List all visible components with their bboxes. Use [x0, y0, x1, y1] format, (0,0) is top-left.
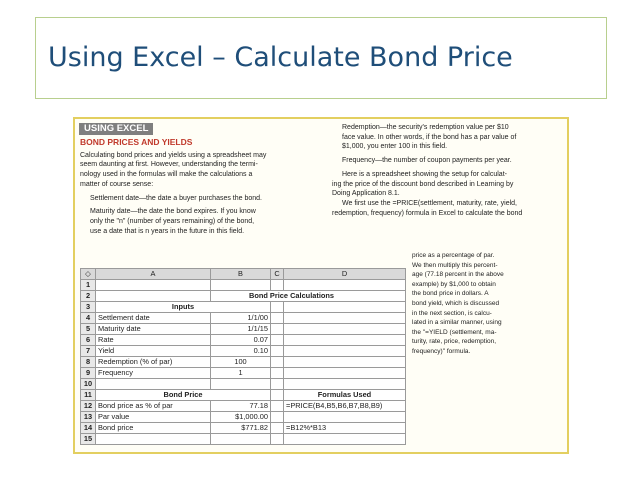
- row-number[interactable]: 5: [81, 324, 96, 335]
- column-header-d[interactable]: D: [284, 269, 406, 280]
- row-number[interactable]: 3: [81, 302, 96, 313]
- sheet-title-cell[interactable]: Bond Price Calculations: [211, 291, 406, 302]
- table-row: [81, 313, 406, 324]
- maturity-definition: use a date that is n years in the future in this field.: [90, 227, 245, 235]
- cell[interactable]: [96, 379, 211, 390]
- settlement-definition: Settlement date—the date a buyer purchases the bond.: [90, 194, 263, 202]
- label-cell[interactable]: Rate: [96, 335, 211, 346]
- redemption-definition: $1,000, you enter 100 in this field.: [342, 143, 448, 151]
- body-line: We then multiply this percent-: [412, 261, 498, 269]
- label-cell[interactable]: Maturity date: [96, 324, 211, 335]
- formula-cell[interactable]: =B12%*B13: [284, 423, 406, 434]
- inputs-header-cell[interactable]: Inputs: [96, 302, 271, 313]
- value-cell[interactable]: 0.10: [211, 346, 271, 357]
- cell[interactable]: [271, 390, 284, 401]
- column-header-b[interactable]: B: [211, 269, 271, 280]
- cell[interactable]: [284, 379, 406, 390]
- table-row: [81, 357, 406, 368]
- table-row: [81, 390, 406, 401]
- intro-line: nology used in the formulas will make the calculations a: [80, 171, 253, 179]
- body-line: turity, rate, price, redemption,: [412, 338, 497, 346]
- cell[interactable]: [271, 302, 284, 313]
- label-cell[interactable]: Redemption (% of par): [96, 357, 211, 368]
- table-row: [81, 401, 406, 412]
- cell[interactable]: [271, 346, 284, 357]
- table-row: [81, 412, 406, 423]
- body-line: example) by $1,000 to obtain: [412, 280, 496, 288]
- cell[interactable]: [284, 302, 406, 313]
- body-line: frequency)" formula.: [412, 347, 471, 355]
- row-number[interactable]: 14: [81, 423, 96, 434]
- row-number[interactable]: 4: [81, 313, 96, 324]
- body-line: ing the price of the discount bond described in Learning by: [332, 180, 514, 188]
- cell[interactable]: [211, 280, 271, 291]
- row-number[interactable]: 12: [81, 401, 96, 412]
- body-line: Doing Application 8.1.: [332, 190, 400, 198]
- table-row: [81, 302, 406, 313]
- cell[interactable]: [284, 412, 406, 423]
- label-cell[interactable]: Bond price: [96, 423, 211, 434]
- value-cell[interactable]: 1: [211, 368, 271, 379]
- maturity-definition: Maturity date—the date the bond expires. If you know: [90, 208, 256, 216]
- row-number[interactable]: 6: [81, 335, 96, 346]
- maturity-definition: only the "n" (number of years remaining) of the bond,: [90, 217, 255, 225]
- cell[interactable]: [271, 324, 284, 335]
- cell[interactable]: [271, 423, 284, 434]
- row-number[interactable]: 13: [81, 412, 96, 423]
- table-row: [81, 379, 406, 390]
- redemption-definition: Redemption—the security's redemption value per $10: [342, 124, 509, 131]
- cell[interactable]: [284, 357, 406, 368]
- row-number[interactable]: 10: [81, 379, 96, 390]
- body-line: Here is a spreadsheet showing the setup for calculat-: [342, 170, 507, 178]
- row-number[interactable]: 7: [81, 346, 96, 357]
- body-line: age (77.18 percent in the above: [412, 271, 504, 279]
- cell[interactable]: [271, 368, 284, 379]
- cell[interactable]: [284, 368, 406, 379]
- cell[interactable]: [96, 434, 211, 445]
- table-row: [81, 423, 406, 434]
- cell[interactable]: [284, 313, 406, 324]
- cell[interactable]: [211, 379, 271, 390]
- slide-title: Using Excel – Calculate Bond Price: [48, 42, 513, 73]
- column-header-a[interactable]: A: [96, 269, 211, 280]
- column-header-c[interactable]: C: [271, 269, 284, 280]
- label-cell[interactable]: Par value: [96, 412, 211, 423]
- textbook-excerpt: [73, 117, 569, 454]
- cell[interactable]: [284, 346, 406, 357]
- value-cell[interactable]: $771.82: [211, 423, 271, 434]
- formulas-header-cell[interactable]: Formulas Used: [284, 390, 406, 401]
- using-excel-tag: USING EXCEL: [79, 123, 153, 135]
- row-number[interactable]: 9: [81, 368, 96, 379]
- cell[interactable]: [284, 335, 406, 346]
- row-number[interactable]: 2: [81, 291, 96, 302]
- frequency-definition: Frequency—the number of coupon payments per year.: [342, 157, 512, 165]
- slide-title-box: [35, 17, 607, 99]
- narrow-text-column: [412, 251, 566, 357]
- intro-line: matter of course sense:: [80, 180, 154, 188]
- row-number[interactable]: 8: [81, 357, 96, 368]
- intro-line: seem daunting at first. However, understanding the termi-: [80, 161, 258, 169]
- value-cell[interactable]: 0.07: [211, 335, 271, 346]
- intro-line: Calculating bond prices and yields using a spreadsheet may: [80, 151, 267, 159]
- redemption-definition: face value. In other words, if the bond has a par value of: [342, 133, 517, 141]
- column-header-row: [81, 269, 406, 280]
- cell[interactable]: [271, 357, 284, 368]
- body-line: the bond price in dollars. A: [412, 290, 489, 298]
- cell[interactable]: [271, 379, 284, 390]
- bond-price-header-cell[interactable]: Bond Price: [96, 390, 271, 401]
- value-cell[interactable]: 100: [211, 357, 271, 368]
- cell[interactable]: [271, 313, 284, 324]
- body-line: lated in a similar manner, using: [412, 319, 502, 327]
- row-number[interactable]: 1: [81, 280, 96, 291]
- body-line: redemption, frequency) formula in Excel to calculate the bond: [332, 209, 523, 217]
- cell[interactable]: [271, 412, 284, 423]
- table-row: [81, 324, 406, 335]
- label-cell[interactable]: Bond price as % of par: [96, 401, 211, 412]
- label-cell[interactable]: Yield: [96, 346, 211, 357]
- body-line: price as a percentage of par.: [412, 252, 495, 259]
- table-row: [81, 434, 406, 445]
- cell[interactable]: [271, 335, 284, 346]
- spreadsheet: [80, 268, 406, 445]
- table-row: [81, 368, 406, 379]
- body-line: We first use the =PRICE(settlement, maturity, rate, yield,: [342, 199, 517, 207]
- formula-cell[interactable]: =PRICE(B4,B5,B6,B7,B8,B9): [284, 401, 406, 412]
- cell[interactable]: [211, 434, 271, 445]
- cell[interactable]: [271, 434, 284, 445]
- row-number[interactable]: 15: [81, 434, 96, 445]
- table-row: [81, 346, 406, 357]
- cell[interactable]: [96, 291, 211, 302]
- left-text-column: [80, 138, 312, 236]
- value-cell[interactable]: 1/1/00: [211, 313, 271, 324]
- row-number[interactable]: 11: [81, 390, 96, 401]
- cell[interactable]: [96, 280, 211, 291]
- cell[interactable]: [271, 280, 284, 291]
- select-all-corner[interactable]: ◇: [81, 269, 96, 280]
- cell[interactable]: [284, 434, 406, 445]
- cell[interactable]: [284, 324, 406, 335]
- label-cell[interactable]: Settlement date: [96, 313, 211, 324]
- value-cell[interactable]: 1/1/15: [211, 324, 271, 335]
- table-row: [81, 291, 406, 302]
- body-line: the "=YIELD (settlement, ma-: [412, 328, 497, 336]
- right-text-column: [332, 123, 566, 218]
- section-heading: BOND PRICES AND YIELDS: [80, 137, 193, 147]
- body-line: in the next section, is calcu-: [412, 309, 492, 317]
- value-cell[interactable]: $1,000.00: [211, 412, 271, 423]
- cell[interactable]: [271, 401, 284, 412]
- table-row: [81, 280, 406, 291]
- body-line: bond yield, which is discussed: [412, 299, 500, 307]
- table-row: [81, 335, 406, 346]
- cell[interactable]: [284, 280, 406, 291]
- value-cell[interactable]: 77.18: [211, 401, 271, 412]
- label-cell[interactable]: Frequency: [96, 368, 211, 379]
